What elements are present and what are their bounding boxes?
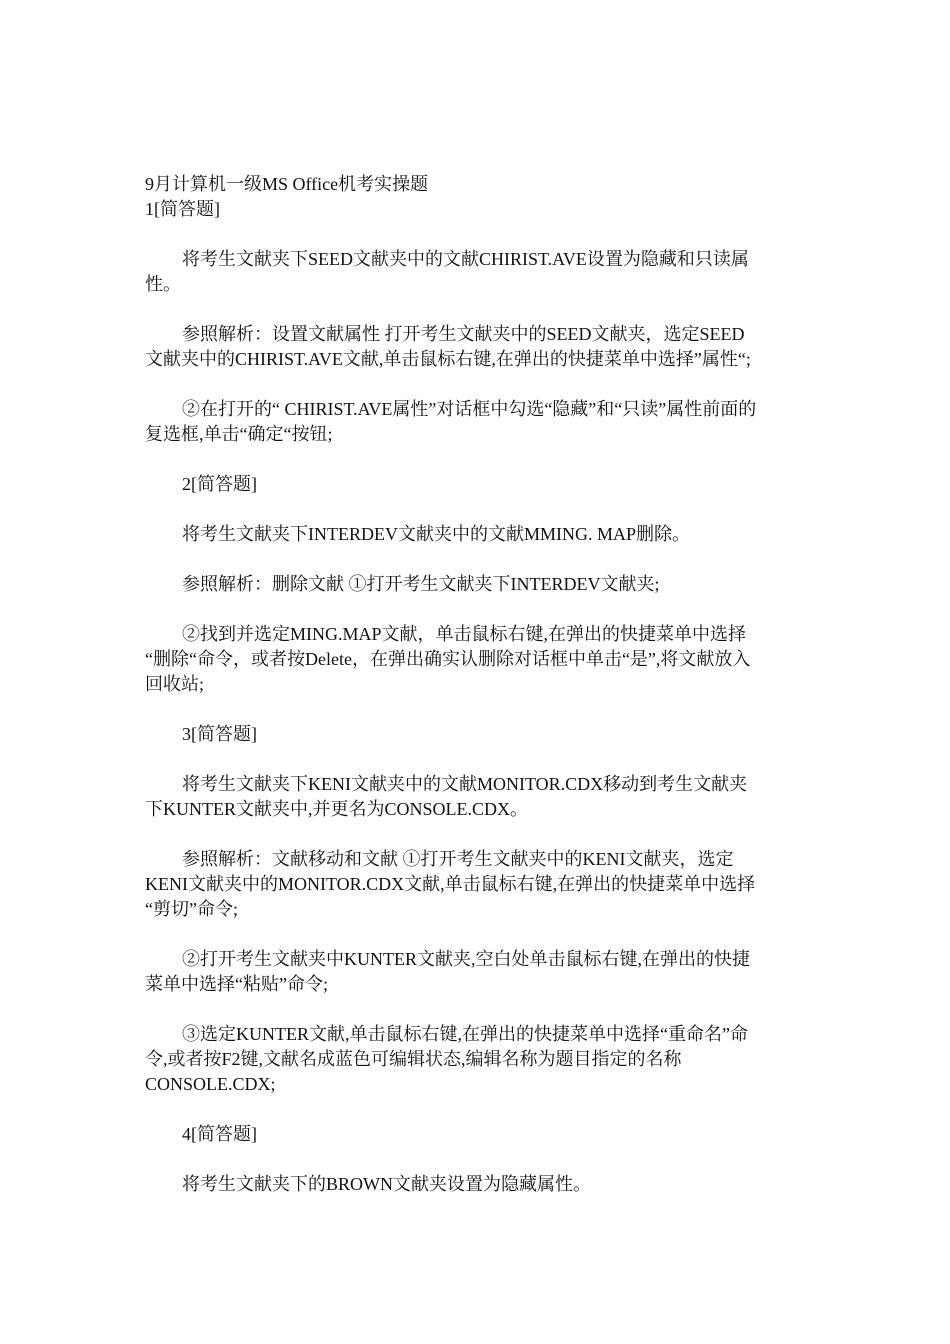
text-line: 将考生文献夹下SEED文献夹中的文献CHIRIST.AVE设置为隐藏和只读属 [182, 249, 749, 269]
text-line: 4[简答题] [182, 1124, 257, 1144]
text-line: 3[简答题] [182, 724, 257, 744]
question-label [145, 722, 810, 747]
text-line: 性。 [145, 274, 181, 294]
text-line: 令,或者按F2键,文献名成蓝色可编辑状态,编辑名称为题目指定的名称 [145, 1049, 682, 1069]
answer-paragraph [145, 847, 810, 922]
text-line: “删除“命令，或者按Delete，在弹出确实认删除对话框中单击“是”,将文献放入 [145, 649, 751, 669]
question-label [145, 1122, 810, 1147]
text-line: 文献夹中的CHIRIST.AVE文献,单击鼠标右键,在弹出的快捷菜单中选择”属性“; [145, 349, 751, 369]
document-body [145, 172, 810, 1222]
text-line: 下KUNTER文献夹中,并更名为CONSOLE.CDX。 [145, 799, 528, 819]
text-line: ②找到并选定MING.MAP文献，单击鼠标右键,在弹出的快捷菜单中选择 [182, 624, 747, 644]
text-line: KENI文献夹中的MONITOR.CDX文献,单击鼠标右键,在弹出的快捷菜单中选择 [145, 874, 756, 894]
answer-paragraph [145, 572, 810, 597]
answer-step [145, 622, 810, 697]
question-text [145, 522, 810, 547]
text-line: 参照解析：删除文献 ①打开考生文献夹下INTERDEV文献夹; [182, 574, 660, 594]
text-line: 将考生文献夹下的BROWN文献夹设置为隐藏属性。 [182, 1174, 591, 1194]
text-line: “剪切”命令; [145, 899, 238, 919]
text-line: 将考生文献夹下INTERDEV文献夹中的文献MMING. MAP删除。 [182, 524, 690, 544]
answer-paragraph [145, 322, 810, 372]
text-line: 将考生文献夹下KENI文献夹中的文献MONITOR.CDX移动到考生文献夹 [182, 774, 748, 794]
text-line: 参照解析：文献移动和文献 ①打开考生文献夹中的KENI文献夹，选定 [182, 849, 734, 869]
answer-step [145, 397, 810, 447]
question-text [145, 1172, 810, 1197]
text-line: ②打开考生文献夹中KUNTER文献夹,空白处单击鼠标右键,在弹出的快捷 [182, 949, 750, 969]
text-line: 2[简答题] [182, 474, 257, 494]
text-line: 参照解析：设置文献属性 打开考生文献夹中的SEED文献夹，选定SEED [182, 324, 745, 344]
answer-step [145, 947, 810, 997]
text-line: 回收站; [145, 674, 205, 694]
text-line: CONSOLE.CDX; [145, 1074, 276, 1094]
question-label: 1[简答题] [145, 199, 220, 219]
text-line: ②在打开的“ CHIRIST.AVE属性”对话框中勾选“隐藏”和“只读”属性前面的 [182, 399, 757, 419]
text-line: ③选定KUNTER文献,单击鼠标右键,在弹出的快捷菜单中选择“重命名”命 [182, 1024, 748, 1044]
question-text [145, 247, 810, 297]
text-line: 复选框,单击“确定“按钮; [145, 424, 333, 444]
answer-step [145, 1022, 810, 1097]
text-line: 菜单中选择“粘贴”命令; [145, 974, 328, 994]
question-label [145, 472, 810, 497]
document-title: 9月计算机一级MS Office机考实操题 [145, 174, 429, 194]
question-text [145, 772, 810, 822]
